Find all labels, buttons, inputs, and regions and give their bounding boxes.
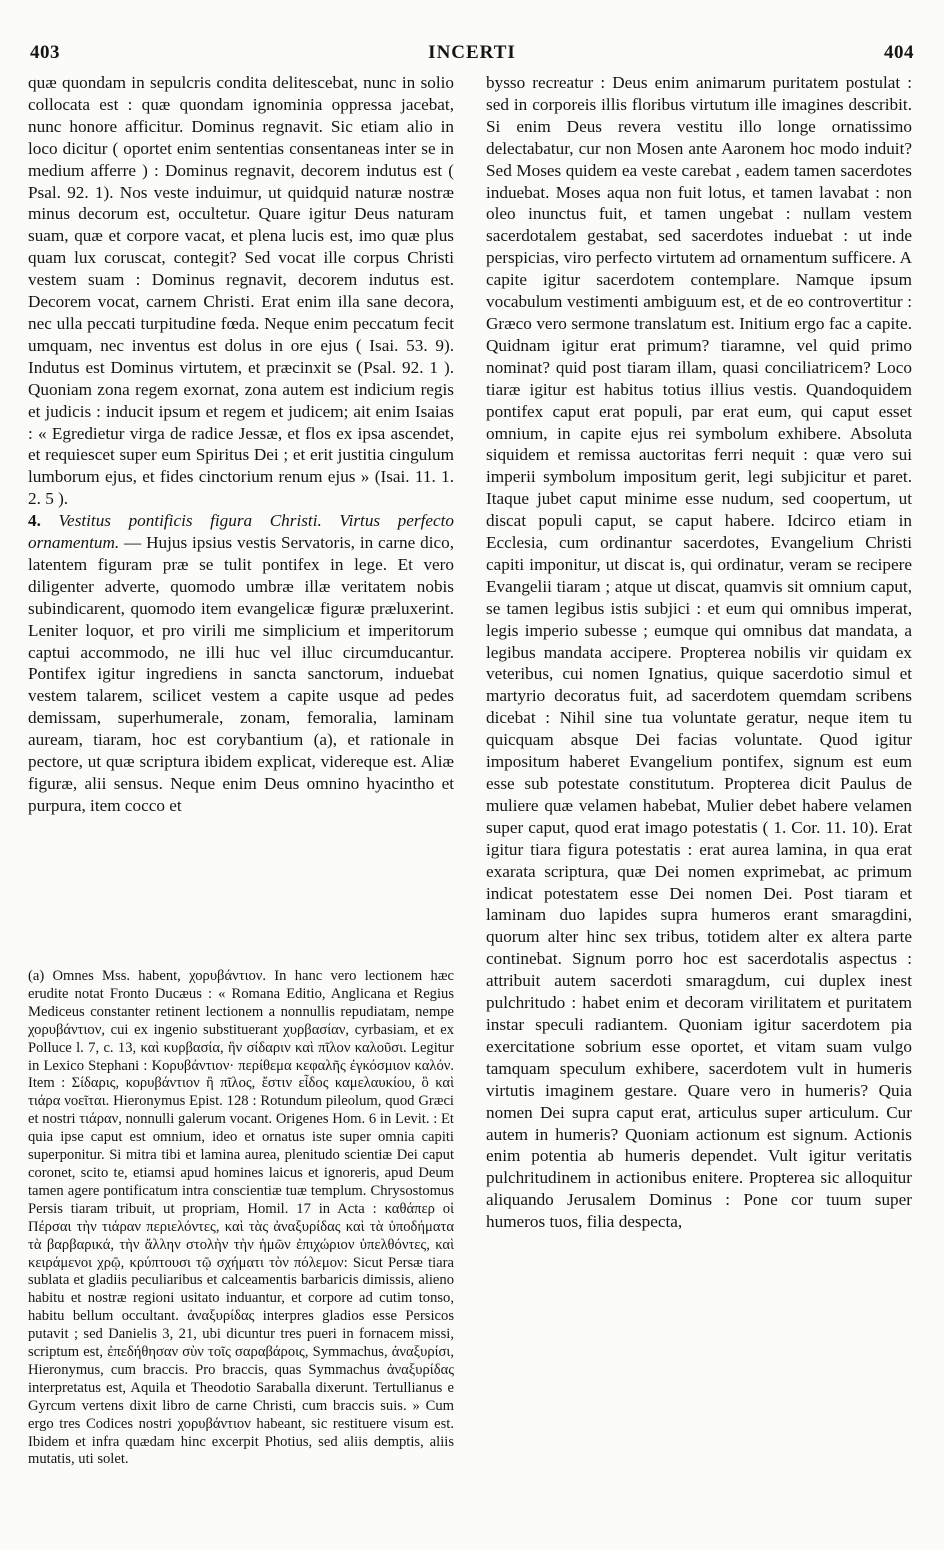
section-title: Vestitus pontificis figura Christi. Virtus perfecto ornamentum.: [28, 511, 454, 553]
section-number: 4.: [28, 511, 41, 531]
left-paragraph-2: — Hujus ipsius vestis Servatoris, in carne dico, latentem figuram præ se tulit pontifex in lege. Et vero diligenter adverte, quomodo umbræ illæ veritatem nobis subindicarent, quomodo item evangelicæ figuræ præluxerint. Leniter loquor, et pro virili me simplicium et imperitorum captui accommodo, ne illi huc vel illuc circumducantur. Pontifex igitur ingrediens in sancta sanctorum, induebat vestem talarem, scilicet vestem a capite usque ad pedes demissam, superhumerale, zonam, femoralia, laminam auream, tiaram, hoc est corybantium (a), et rationale in pectore, ut quæ scriptura ibidem explicat, videreque est. Aliæ figuræ, alii sensus. Neque enim Deus omnino hyacintho et purpura, item cocco et: [28, 533, 454, 815]
running-title: INCERTI: [428, 42, 516, 63]
section-4: [28, 510, 454, 817]
left-paragraph-1: quæ quondam in sepulcris condita delitescebat, nunc in solio collocata est : quæ quondam ignominia oppressa jacebat, nunc honore afficitur. Dominus regnavit. Sic etiam alio in loco dicitur ( oportet enim sententias consentaneas inter se in medium afferre ) : Dominus regnavit, decorem indutus est ( Psal. 92. 1). Nos veste induimur, ut quidquid naturæ nostræ minus decorum est, occultetur. Quare igitur Deus naturam suam, quæ et corpore vacat, et plena lucis est, imo quæ plus quam lux coruscat, contegit? Sed vocat ille corpus Christi vestem suam : Dominus regnavit, decorem indutus est. Decorem vocat, carnem Christi. Erat enim illa sane decora, nec ulla peccati turpitudine fœda. Neque enim peccatum fecit umquam, nec inventus est dolus in ore ejus ( Isai. 53. 9). Indutus est Dominus virtutem, et præcinxit se (Psal. 92. 1 ). Quoniam zona regem exornat, zona autem est indicium regis et judicis : inducit ipsum et regem et judicem; ait enim Isaias : « Egredietur virga de radice Jessæ, et flos ex ipsa ascendet, et requiescet super eum Spiritus Dei ; et erit justitia cingulum lumborum ejus, et fides cinctorium renum ejus » (Isai. 11. 1. 2. 5 ).: [28, 73, 454, 509]
footnote-text: (a) Omnes Mss. habent, χορυβάντιον. In hanc vero lectionem hæc erudite notat Fronto Ducæus : « Romana Editio, Anglicana et Regius Mediceus constanter retinent lectionem a nonnullis repudiatam, nempe χορυβάντιον, cui ex ingenio substituerant χυρβασίαν, cyrbasiam, et ex Polluce l. 7, c. 13, καὶ κυρβασία, ἣν σίδαριν καὶ πῖλον καλοῦσι. Legitur in Lexico Stephani : Κορυβάντιον· περίθεμα κεφαλῆς ἐγκόσμιον καλόν. Item : Σίδαρις, κορυβάντιον ἢ πῖλος, ἔστιν εἶδος καμελαυκίου, ὃ καὶ τιάρα νοεῖται. Hieronymus Epist. 128 : Rotundum pileolum, quod Græci et nostri τιάραν, nonnulli galerum vocant. Origenes Hom. 6 in Levit. : Et quia ipse caput est omnium, ideo et ornatus iste super omnia capiti superponitur. Si mitra tibi et lamina aurea, plenitudo scientiæ Dei caput coronet, scito te, etiamsi apud homines laicus et ignoreris, apud Deum tamen agere pontificatum intra conscientiæ tuæ templum. Chrysostomus Persis tiaram tribuit, ut propriam, Homil. 17 in Acta : καθάπερ οἱ Πέρσαι τὴν τιάραν περιελόντες, καὶ τὰς ἀναξυρίδας καὶ τὰ ὑποδήματα τὰ βαρβαρικά, τὴν ἄλλην στολὴν τὴν ἡμῶν ἐπιχώριον ὑπελθόντες, καὶ κειράμενοι χρῷ, κρύπτουσι τῷ σχήματι τὸν πόλεμον: Sicut Persæ tiara sublata et gladiis peculiaribus et calceamentis barbaricis dimissis, alieno habitu et nostræ regioni usitato induantur, et corpore ad cutim tonso, habitu bellum occultant. ἀναξυρίδας interpres gladios esse Persicos putavit ; sed Danielis 3, 21, ubi dicuntur tres pueri in fornacem missi, scriptum est, ἐπεδήθησαν σὺν τοῖς σαραβάροις, Symmachus, ἀναξυρίσι, Hieronymus, cum braccis. Pro braccis, quas Symmachus ἀναξυρίδας interpretatus est, Aquila et Theodotio Saraballa dixerunt. Tertullianus e Gyrcum vertens dixit libro de carne Christi, cum braccis suis. » Cum ergo tres Codices nostri χορυβάντιον habeant, sic restituere visum est. Ibidem et infra quædam hinc excerpit Photius, sed aliis demptis, aliis mutatis, uti solet.: [28, 968, 454, 1468]
page-number-left: 403: [30, 42, 60, 63]
left-column: [28, 72, 454, 817]
right-paragraph: bysso recreatur : Deus enim animarum puritatem postulat : sed in corporeis illis floribus virtutum ille imagines describit. Si enim Deus revera vestitu illo longe ornatissimo delectabatur, cur non Mosen ante Aaronem hoc modo induit? Sed Moses quidem ea veste carebat , eadem tamen sacerdotes induebat. Moses aqua non fuit lotus, et tamen lavabat : non oleo inunctus fuit, et tamen ungebat : nullam vestem sacerdotalem gestabat, sed sacerdotes induebat : ut inde perspicias, viro perfecto virtutem ad ornamentum sufficere. A capite igitur sacerdotem contemplare. Namque ipsum vocabulum vestimenti ambiguum est, et de eo controvertitur : Græco vero sermone translatum est. Initium ergo fac a capite. Quidnam igitur erat primum? tiaramne, vel quid primo nominat? quid post tiaram illam, quasi conciliatricem? Loco tiaræ igitur est habitus totius illius vestis. Quandoquidem pontifex caput erat populi, par erat eum, qui caput esset omnium, in capite ejus rei symbolum exhibere. Absoluta siquidem et remissa auctoritas ferri nequit : quæ vero sui imperii symbolum impositum gerit, legi subjicitur et paret. Itaque jubet caput minime esse nudum, sed coopertum, ut discat populi caput, se caput habere. Idcirco etiam in Ecclesia, cum ordinantur sacerdotes, Evangelium Christi capiti imponitur, ut discat is, qui ordinatur, veram se recipere Evangelii tiaram ; atque ut discat, quamvis sit omnium caput, se tamen legibus istis subjici : et eum qui omnibus imperat, legis imperio subesse ; eumque qui omnibus dat mandata, a legibus mandata accipere. Propterea nobilis vir quidam ex veteribus, cui nomen Ignatius, quique sacerdotio simul et martyrio decoratus fuit, ad sacerdotem quemdam scribens dicebat : Nihil sine tua voluntate geratur, neque item tu quicquam absque Dei facias voluntate. Quod igitur impositum haberet Evangelium pontifex, signum est eum esse sub potestate constitutum. Propterea dicit Paulus de muliere quæ velamen habebat, Mulier debet habere velamen super caput, quod erat imago potestatis ( 1. Cor. 11. 10). Erat igitur tiara figura potestatis : erat aurea lamina, in qua erat exarata scriptura, quæ Dei nomen exprimebat, ac primum indicat potestatem esse Dei nomen Dei. Post tiaram et laminam duo lapides supra humeros erant smaragdini, quorum alter hinc sex tribus, totidem alter ex altera parte continebat. Signum porro hoc est sacerdotalis aspectus : attribuit autem sacerdoti smaragdum, cui duplex inest pulchritudo : habet enim et decoram virilitatem et puritatem instar speculi radiantem. Quoniam igitur sacerdotem pia exercitatione sobrium esse oportet, et vitam suam vulgo tamquam speculum exhibere, sacerdotem vult in humeris virtutis imaginem gestare. Quare vero in humeris? Quia nomen Dei supra caput erat, articulus super articulum. Cur autem in humeris? Quoniam actionum est signum. Actionis enim potentia ab humeris dependet. Vult igitur veritatis pulchritudinem in actionibus enitere. Propterea sic alloquitur aliquando Jerusalem Dominus : Pone cor tuum super humeros tuos, filia despecta,: [486, 73, 912, 1232]
right-column: [486, 72, 912, 1233]
page-number-right: 404: [884, 42, 914, 63]
footnote: [28, 968, 454, 1469]
